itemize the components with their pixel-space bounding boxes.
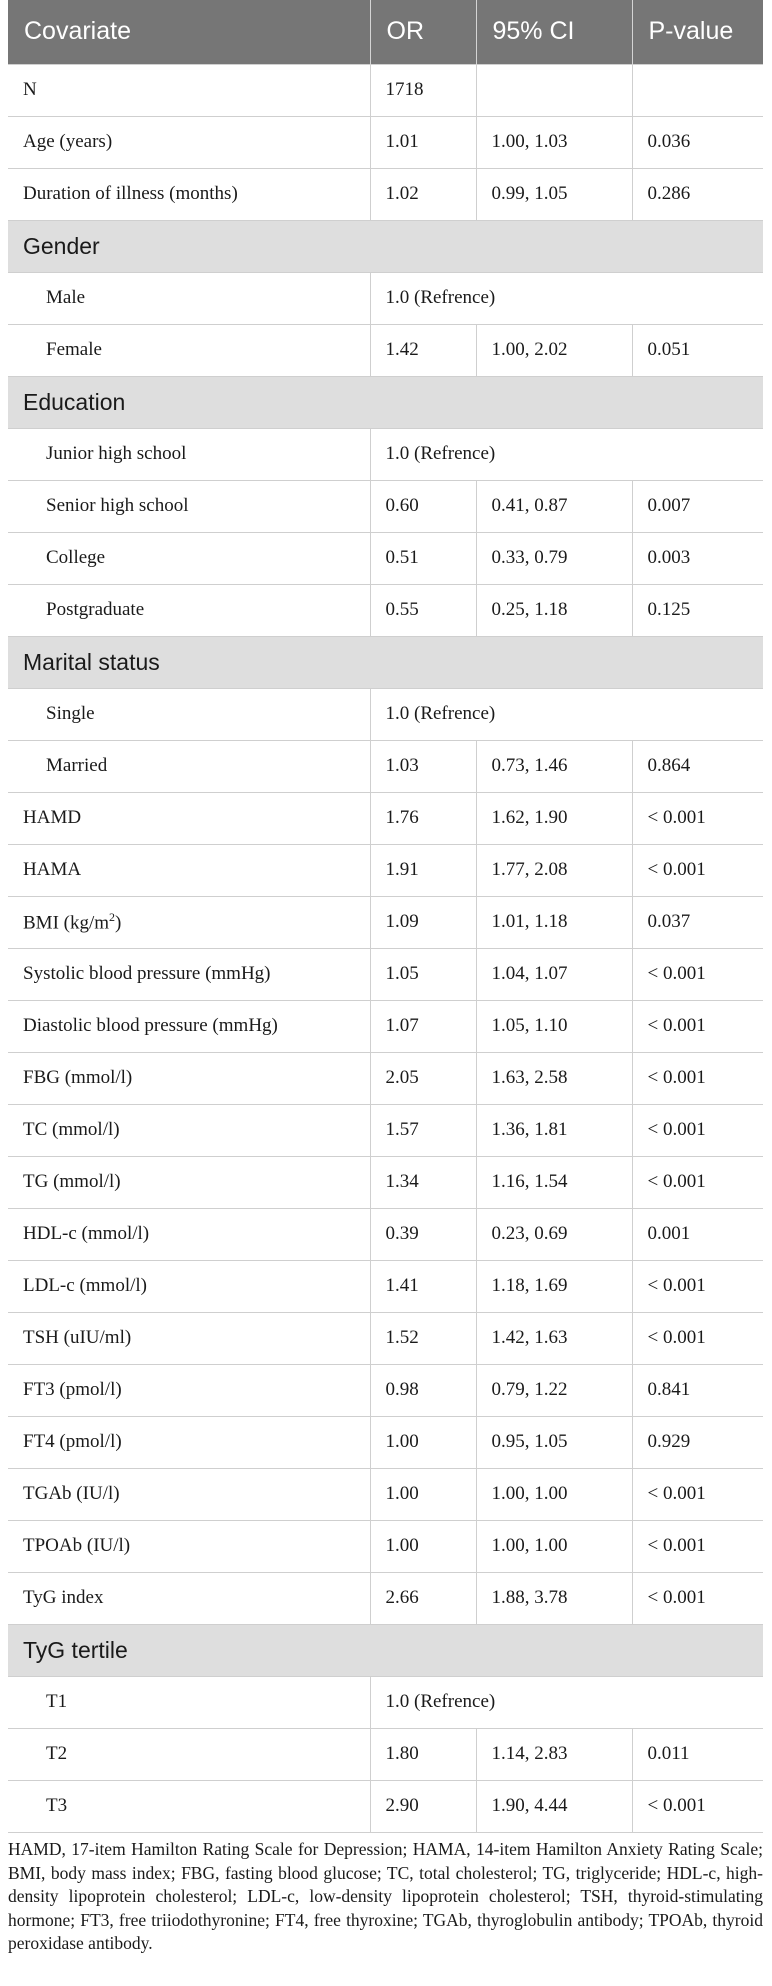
p-value xyxy=(632,64,763,116)
covariate-label: Junior high school xyxy=(8,428,370,480)
covariate-label: Age (years) xyxy=(8,116,370,168)
subgroup-row xyxy=(8,1728,763,1780)
reference-row xyxy=(8,688,763,740)
table-row xyxy=(8,1208,763,1260)
or-value: 1.07 xyxy=(370,1000,476,1052)
covariate-label: Diastolic blood pressure (mmHg) xyxy=(8,1000,370,1052)
or-value: 1.09 xyxy=(370,896,476,948)
section-label: Education xyxy=(8,376,763,428)
or-value: 1.91 xyxy=(370,844,476,896)
ci-value: 1.63, 2.58 xyxy=(476,1052,632,1104)
or-value: 1.52 xyxy=(370,1312,476,1364)
or-value: 1.05 xyxy=(370,948,476,1000)
p-value: 0.929 xyxy=(632,1416,763,1468)
ci-value: 1.18, 1.69 xyxy=(476,1260,632,1312)
reference-value: 1.0 (Refrence) xyxy=(370,1676,763,1728)
reference-row xyxy=(8,1676,763,1728)
or-value: 1.41 xyxy=(370,1260,476,1312)
unit-superscript: 2 xyxy=(109,909,116,924)
section-label: Gender xyxy=(8,220,763,272)
section-label: TyG tertile xyxy=(8,1624,763,1676)
header-ci: 95% CI xyxy=(476,0,632,64)
or-value: 2.66 xyxy=(370,1572,476,1624)
section-row xyxy=(8,376,763,428)
ci-value: 0.99, 1.05 xyxy=(476,168,632,220)
table-row xyxy=(8,1468,763,1520)
or-value: 0.55 xyxy=(370,584,476,636)
covariate-table-container xyxy=(8,0,763,1833)
header-or: OR xyxy=(370,0,476,64)
covariate-label: TG (mmol/l) xyxy=(8,1156,370,1208)
reference-value: 1.0 (Refrence) xyxy=(370,272,763,324)
header-p-value: P-value xyxy=(632,0,763,64)
section-row xyxy=(8,636,763,688)
ci-value: 1.00, 2.02 xyxy=(476,324,632,376)
ci-value: 1.01, 1.18 xyxy=(476,896,632,948)
header-row xyxy=(8,0,763,64)
p-value: 0.051 xyxy=(632,324,763,376)
or-value: 0.60 xyxy=(370,480,476,532)
p-value: < 0.001 xyxy=(632,1104,763,1156)
p-value: < 0.001 xyxy=(632,1780,763,1832)
table-header xyxy=(8,0,763,64)
covariate-label: Single xyxy=(8,688,370,740)
ci-value: 1.90, 4.44 xyxy=(476,1780,632,1832)
ci-value: 0.23, 0.69 xyxy=(476,1208,632,1260)
table-row xyxy=(8,1364,763,1416)
table-row xyxy=(8,792,763,844)
covariate-label: HAMD xyxy=(8,792,370,844)
table-row xyxy=(8,1104,763,1156)
covariate-label: Senior high school xyxy=(8,480,370,532)
covariate-label: Male xyxy=(8,272,370,324)
ci-value: 0.79, 1.22 xyxy=(476,1364,632,1416)
ci-value xyxy=(476,64,632,116)
covariate-label-text: BMI (kg/m xyxy=(23,912,110,934)
covariate-label: Female xyxy=(8,324,370,376)
or-value: 2.90 xyxy=(370,1780,476,1832)
p-value: < 0.001 xyxy=(632,1312,763,1364)
table-row xyxy=(8,116,763,168)
table-row xyxy=(8,948,763,1000)
subgroup-row xyxy=(8,740,763,792)
p-value: < 0.001 xyxy=(632,792,763,844)
p-value: 0.036 xyxy=(632,116,763,168)
section-row xyxy=(8,220,763,272)
subgroup-row xyxy=(8,480,763,532)
table-footnote: HAMD, 17-item Hamilton Rating Scale for Depression; HAMA, 14-item Hamilton Anxiety Rating Scale; BMI, body mass index; FBG, fasting blood glucose; TC, total cholesterol; TG, triglyceride; HDL-c, high-density lipoprotein cholesterol; LDL-c, low-density lipoprotein cholesterol; TSH, thyroid-stimulating hormone; FT3, free triiodothyronine; FT4, free thyroxine; TGAb, thyroglobulin antibody; TPOAb, thyroid peroxidase antibody. xyxy=(8,1839,763,1953)
p-value: 0.001 xyxy=(632,1208,763,1260)
header-covariate: Covariate xyxy=(8,0,370,64)
covariate-label: TPOAb (IU/l) xyxy=(8,1520,370,1572)
covariate-label: HAMA xyxy=(8,844,370,896)
ci-value: 1.00, 1.03 xyxy=(476,116,632,168)
covariate-label: TC (mmol/l) xyxy=(8,1104,370,1156)
subgroup-row xyxy=(8,532,763,584)
reference-value: 1.0 (Refrence) xyxy=(370,428,763,480)
ci-value: 1.62, 1.90 xyxy=(476,792,632,844)
or-value: 1718 xyxy=(370,64,476,116)
covariate-label: N xyxy=(8,64,370,116)
p-value: < 0.001 xyxy=(632,1520,763,1572)
ci-value: 1.05, 1.10 xyxy=(476,1000,632,1052)
p-value: 0.841 xyxy=(632,1364,763,1416)
ci-value: 1.00, 1.00 xyxy=(476,1468,632,1520)
p-value: 0.286 xyxy=(632,168,763,220)
ci-value: 0.73, 1.46 xyxy=(476,740,632,792)
covariate-label: T1 xyxy=(8,1676,370,1728)
p-value: < 0.001 xyxy=(632,1052,763,1104)
covariate-table xyxy=(8,0,763,1833)
covariate-label: T3 xyxy=(8,1780,370,1832)
table-row xyxy=(8,1312,763,1364)
covariate-label: LDL-c (mmol/l) xyxy=(8,1260,370,1312)
table-row xyxy=(8,168,763,220)
or-value: 1.34 xyxy=(370,1156,476,1208)
table-row xyxy=(8,1520,763,1572)
p-value: < 0.001 xyxy=(632,1000,763,1052)
ci-value: 1.88, 3.78 xyxy=(476,1572,632,1624)
covariate-label xyxy=(8,896,370,948)
covariate-label: HDL-c (mmol/l) xyxy=(8,1208,370,1260)
p-value: 0.007 xyxy=(632,480,763,532)
p-value: < 0.001 xyxy=(632,1260,763,1312)
table-row xyxy=(8,1416,763,1468)
covariate-label: TyG index xyxy=(8,1572,370,1624)
or-value: 1.76 xyxy=(370,792,476,844)
ci-value: 0.33, 0.79 xyxy=(476,532,632,584)
covariate-label: FT3 (pmol/l) xyxy=(8,1364,370,1416)
table-row xyxy=(8,1000,763,1052)
table-row xyxy=(8,1156,763,1208)
or-value: 1.57 xyxy=(370,1104,476,1156)
table-body xyxy=(8,64,763,1832)
or-value: 0.98 xyxy=(370,1364,476,1416)
reference-value: 1.0 (Refrence) xyxy=(370,688,763,740)
p-value: 0.011 xyxy=(632,1728,763,1780)
covariate-label: FT4 (pmol/l) xyxy=(8,1416,370,1468)
subgroup-row xyxy=(8,1780,763,1832)
ci-value: 1.77, 2.08 xyxy=(476,844,632,896)
table-row xyxy=(8,1572,763,1624)
ci-value: 0.41, 0.87 xyxy=(476,480,632,532)
or-value: 1.80 xyxy=(370,1728,476,1780)
covariate-label-tail: ) xyxy=(115,912,122,934)
or-value: 1.02 xyxy=(370,168,476,220)
p-value: < 0.001 xyxy=(632,844,763,896)
or-value: 1.00 xyxy=(370,1468,476,1520)
covariate-label: TSH (uIU/ml) xyxy=(8,1312,370,1364)
ci-value: 1.14, 2.83 xyxy=(476,1728,632,1780)
or-value: 1.00 xyxy=(370,1520,476,1572)
or-value: 2.05 xyxy=(370,1052,476,1104)
or-value: 1.42 xyxy=(370,324,476,376)
ci-value: 1.04, 1.07 xyxy=(476,948,632,1000)
table-row xyxy=(8,896,763,948)
ci-value: 1.36, 1.81 xyxy=(476,1104,632,1156)
section-row xyxy=(8,1624,763,1676)
p-value: 0.003 xyxy=(632,532,763,584)
p-value: < 0.001 xyxy=(632,1468,763,1520)
subgroup-row xyxy=(8,324,763,376)
or-value: 1.03 xyxy=(370,740,476,792)
p-value: < 0.001 xyxy=(632,948,763,1000)
ci-value: 0.95, 1.05 xyxy=(476,1416,632,1468)
or-value: 1.01 xyxy=(370,116,476,168)
covariate-label: Systolic blood pressure (mmHg) xyxy=(8,948,370,1000)
table-row xyxy=(8,64,763,116)
p-value: 0.037 xyxy=(632,896,763,948)
section-label: Marital status xyxy=(8,636,763,688)
ci-value: 0.25, 1.18 xyxy=(476,584,632,636)
table-row xyxy=(8,1260,763,1312)
table-row xyxy=(8,844,763,896)
p-value: 0.864 xyxy=(632,740,763,792)
reference-row xyxy=(8,428,763,480)
table-row xyxy=(8,1052,763,1104)
or-value: 0.39 xyxy=(370,1208,476,1260)
ci-value: 1.16, 1.54 xyxy=(476,1156,632,1208)
covariate-label: Duration of illness (months) xyxy=(8,168,370,220)
ci-value: 1.42, 1.63 xyxy=(476,1312,632,1364)
or-value: 0.51 xyxy=(370,532,476,584)
covariate-label: FBG (mmol/l) xyxy=(8,1052,370,1104)
subgroup-row xyxy=(8,584,763,636)
covariate-label: TGAb (IU/l) xyxy=(8,1468,370,1520)
reference-row xyxy=(8,272,763,324)
p-value: < 0.001 xyxy=(632,1572,763,1624)
ci-value: 1.00, 1.00 xyxy=(476,1520,632,1572)
covariate-label: Postgraduate xyxy=(8,584,370,636)
covariate-label: T2 xyxy=(8,1728,370,1780)
p-value: < 0.001 xyxy=(632,1156,763,1208)
p-value: 0.125 xyxy=(632,584,763,636)
covariate-label: Married xyxy=(8,740,370,792)
or-value: 1.00 xyxy=(370,1416,476,1468)
covariate-label: College xyxy=(8,532,370,584)
